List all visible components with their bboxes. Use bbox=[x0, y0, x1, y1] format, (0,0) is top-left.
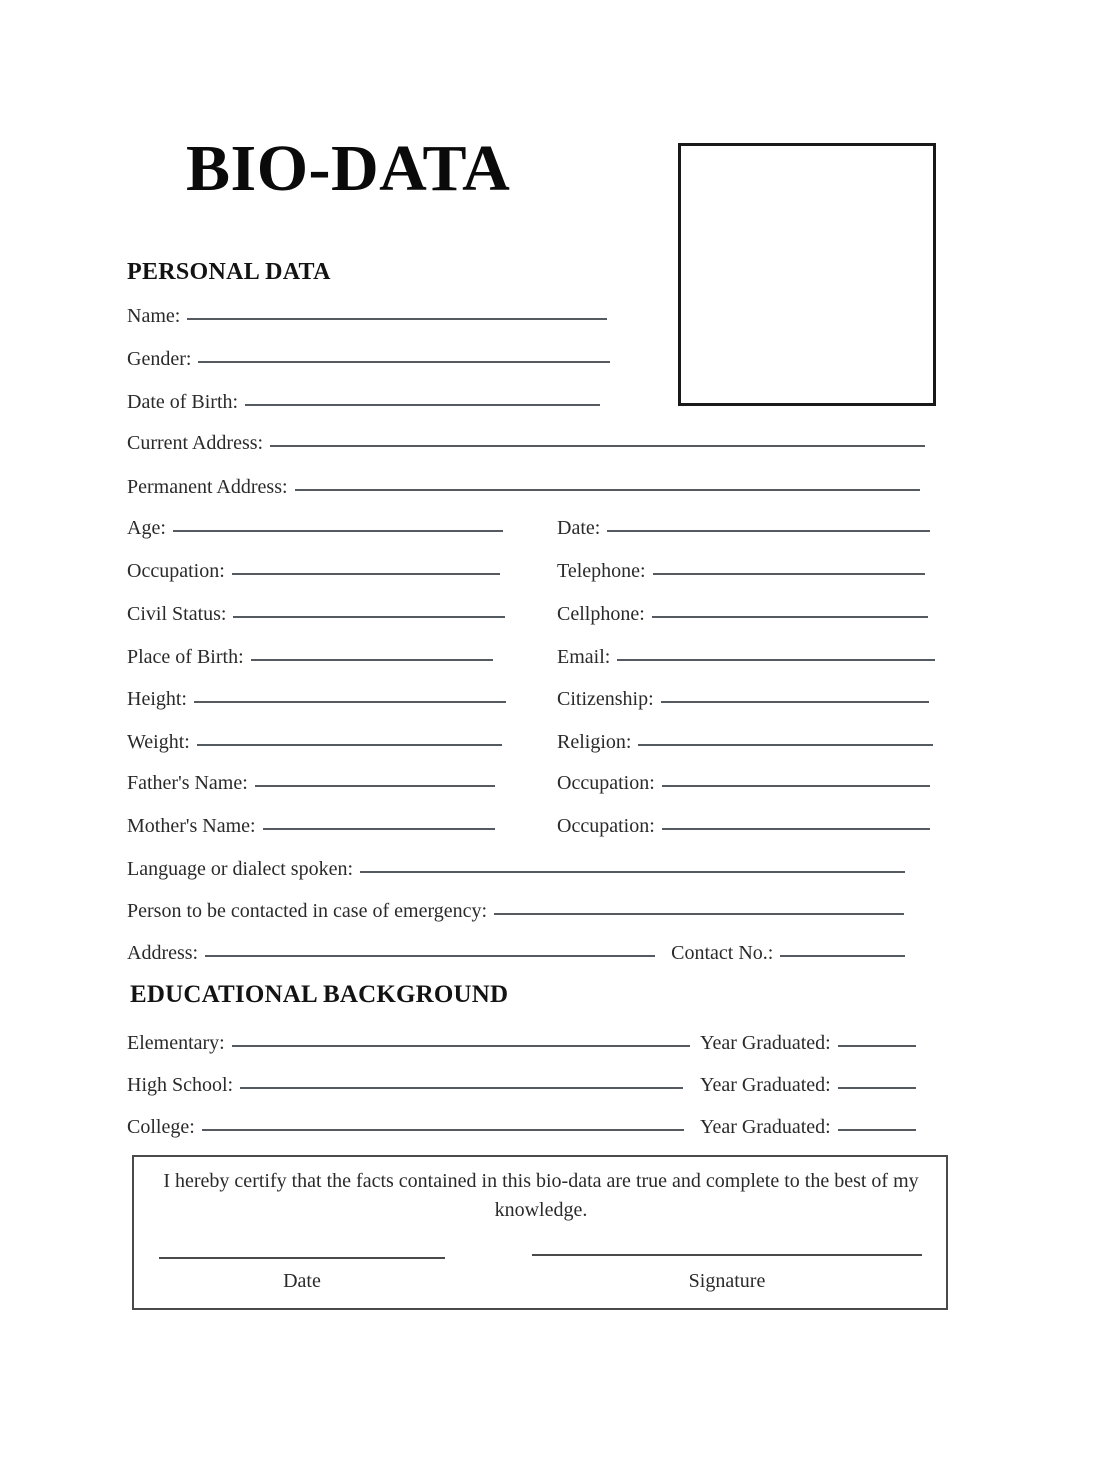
field-permanent-address[interactable] bbox=[127, 476, 920, 499]
field-emergency-person[interactable] bbox=[127, 900, 904, 923]
field-label-year-graduated-elementary: Year Graduated: bbox=[700, 1032, 831, 1054]
field-rule-citizenship[interactable] bbox=[661, 701, 929, 703]
field-label-fathers-name: Father's Name: bbox=[127, 772, 248, 794]
field-label-height: Height: bbox=[127, 688, 187, 710]
field-label-high-school: High School: bbox=[127, 1074, 234, 1096]
field-rule-emergency-person[interactable] bbox=[494, 913, 904, 915]
field-rule-weight[interactable] bbox=[197, 744, 502, 746]
section-heading-personal-data: PERSONAL DATA bbox=[127, 259, 331, 285]
field-label-age: Age: bbox=[127, 517, 166, 539]
certification-signature-line[interactable] bbox=[532, 1254, 922, 1256]
page-title: BIO-DATA bbox=[186, 132, 511, 205]
field-label-mother-occupation: Occupation: bbox=[557, 815, 655, 837]
field-rule-email[interactable] bbox=[617, 659, 935, 661]
field-rule-emergency-contact-no[interactable] bbox=[780, 955, 905, 957]
field-rule-elementary[interactable] bbox=[232, 1045, 690, 1047]
field-rule-year-graduated-elementary[interactable] bbox=[838, 1045, 916, 1047]
field-rule-name[interactable] bbox=[187, 318, 607, 320]
field-place-of-birth[interactable] bbox=[127, 646, 493, 669]
field-label-citizenship: Citizenship: bbox=[557, 688, 654, 710]
field-high-school[interactable] bbox=[127, 1074, 683, 1097]
field-label-emergency-person: Person to be contacted in case of emergency: bbox=[127, 900, 488, 922]
field-telephone[interactable] bbox=[557, 560, 925, 583]
field-label-elementary: Elementary: bbox=[127, 1032, 225, 1054]
field-label-telephone: Telephone: bbox=[557, 560, 646, 582]
field-label-date-of-birth: Date of Birth: bbox=[127, 391, 239, 413]
field-citizenship[interactable] bbox=[557, 688, 929, 711]
field-label-gender: Gender: bbox=[127, 348, 192, 370]
field-rule-place-of-birth[interactable] bbox=[251, 659, 493, 661]
certification-signature-label: Signature bbox=[688, 1270, 766, 1292]
field-label-place-of-birth: Place of Birth: bbox=[127, 646, 244, 668]
certification-date-line[interactable] bbox=[159, 1257, 445, 1259]
field-rule-fathers-name[interactable] bbox=[255, 785, 495, 787]
field-rule-occupation[interactable] bbox=[232, 573, 500, 575]
field-label-cellphone: Cellphone: bbox=[557, 603, 645, 625]
field-rule-college[interactable] bbox=[202, 1129, 684, 1131]
field-current-address[interactable] bbox=[127, 432, 925, 455]
field-gender[interactable] bbox=[127, 348, 610, 371]
field-father-occupation[interactable] bbox=[557, 772, 930, 795]
field-rule-mother-occupation[interactable] bbox=[662, 828, 930, 830]
certification-box bbox=[132, 1155, 948, 1310]
field-occupation[interactable] bbox=[127, 560, 500, 583]
field-civil-status[interactable] bbox=[127, 603, 505, 626]
field-label-language-spoken: Language or dialect spoken: bbox=[127, 858, 354, 880]
field-religion[interactable] bbox=[557, 731, 933, 754]
field-age[interactable] bbox=[127, 517, 503, 540]
field-date-of-birth[interactable] bbox=[127, 391, 600, 414]
field-emergency-address[interactable] bbox=[127, 942, 905, 965]
field-label-permanent-address: Permanent Address: bbox=[127, 476, 288, 498]
field-weight[interactable] bbox=[127, 731, 502, 754]
field-label-year-graduated-high-school: Year Graduated: bbox=[700, 1074, 831, 1096]
field-label-occupation: Occupation: bbox=[127, 560, 225, 582]
field-rule-religion[interactable] bbox=[638, 744, 933, 746]
field-fathers-name[interactable] bbox=[127, 772, 495, 795]
field-rule-high-school[interactable] bbox=[240, 1087, 683, 1089]
field-label-religion: Religion: bbox=[557, 731, 632, 753]
field-rule-emergency-address[interactable] bbox=[205, 955, 655, 957]
field-label-date: Date: bbox=[557, 517, 601, 539]
field-rule-language-spoken[interactable] bbox=[360, 871, 905, 873]
field-label-name: Name: bbox=[127, 305, 181, 327]
field-label-email: Email: bbox=[557, 646, 611, 668]
field-label-weight: Weight: bbox=[127, 731, 190, 753]
field-high-school-year-graduated[interactable] bbox=[700, 1074, 916, 1097]
field-rule-father-occupation[interactable] bbox=[662, 785, 930, 787]
field-rule-civil-status[interactable] bbox=[233, 616, 505, 618]
field-language-spoken[interactable] bbox=[127, 858, 905, 881]
field-label-current-address: Current Address: bbox=[127, 432, 264, 454]
field-rule-year-graduated-high-school[interactable] bbox=[838, 1087, 916, 1089]
certification-date-label: Date bbox=[283, 1270, 321, 1292]
field-label-year-graduated-college: Year Graduated: bbox=[700, 1116, 831, 1138]
field-mother-occupation[interactable] bbox=[557, 815, 930, 838]
field-rule-permanent-address[interactable] bbox=[295, 489, 920, 491]
field-rule-current-address[interactable] bbox=[270, 445, 925, 447]
photo-placeholder-box[interactable] bbox=[678, 143, 936, 406]
certification-statement: I hereby certify that the facts contained in this bio-data are true and complete to the best of my knowledge. bbox=[163, 1170, 919, 1221]
field-label-college: College: bbox=[127, 1116, 195, 1138]
section-heading-educational-background: EDUCATIONAL BACKGROUND bbox=[130, 981, 509, 1008]
field-rule-height[interactable] bbox=[194, 701, 506, 703]
field-rule-age[interactable] bbox=[173, 530, 503, 532]
field-rule-date[interactable] bbox=[607, 530, 930, 532]
field-rule-date-of-birth[interactable] bbox=[245, 404, 600, 406]
field-label-emergency-address: Address: bbox=[127, 942, 199, 964]
field-rule-year-graduated-college[interactable] bbox=[838, 1129, 916, 1131]
field-elementary-year-graduated[interactable] bbox=[700, 1032, 916, 1055]
field-label-mothers-name: Mother's Name: bbox=[127, 815, 256, 837]
field-email[interactable] bbox=[557, 646, 935, 669]
field-college[interactable] bbox=[127, 1116, 684, 1139]
field-height[interactable] bbox=[127, 688, 506, 711]
field-rule-telephone[interactable] bbox=[653, 573, 925, 575]
field-name[interactable] bbox=[127, 305, 607, 328]
field-elementary[interactable] bbox=[127, 1032, 690, 1055]
field-label-civil-status: Civil Status: bbox=[127, 603, 227, 625]
field-rule-gender[interactable] bbox=[198, 361, 610, 363]
field-date[interactable] bbox=[557, 517, 930, 540]
field-rule-cellphone[interactable] bbox=[652, 616, 928, 618]
field-label-emergency-contact-no: Contact No.: bbox=[671, 942, 774, 964]
field-rule-mothers-name[interactable] bbox=[263, 828, 495, 830]
field-cellphone[interactable] bbox=[557, 603, 928, 626]
field-label-father-occupation: Occupation: bbox=[557, 772, 655, 794]
field-mothers-name[interactable] bbox=[127, 815, 495, 838]
field-college-year-graduated[interactable] bbox=[700, 1116, 916, 1139]
